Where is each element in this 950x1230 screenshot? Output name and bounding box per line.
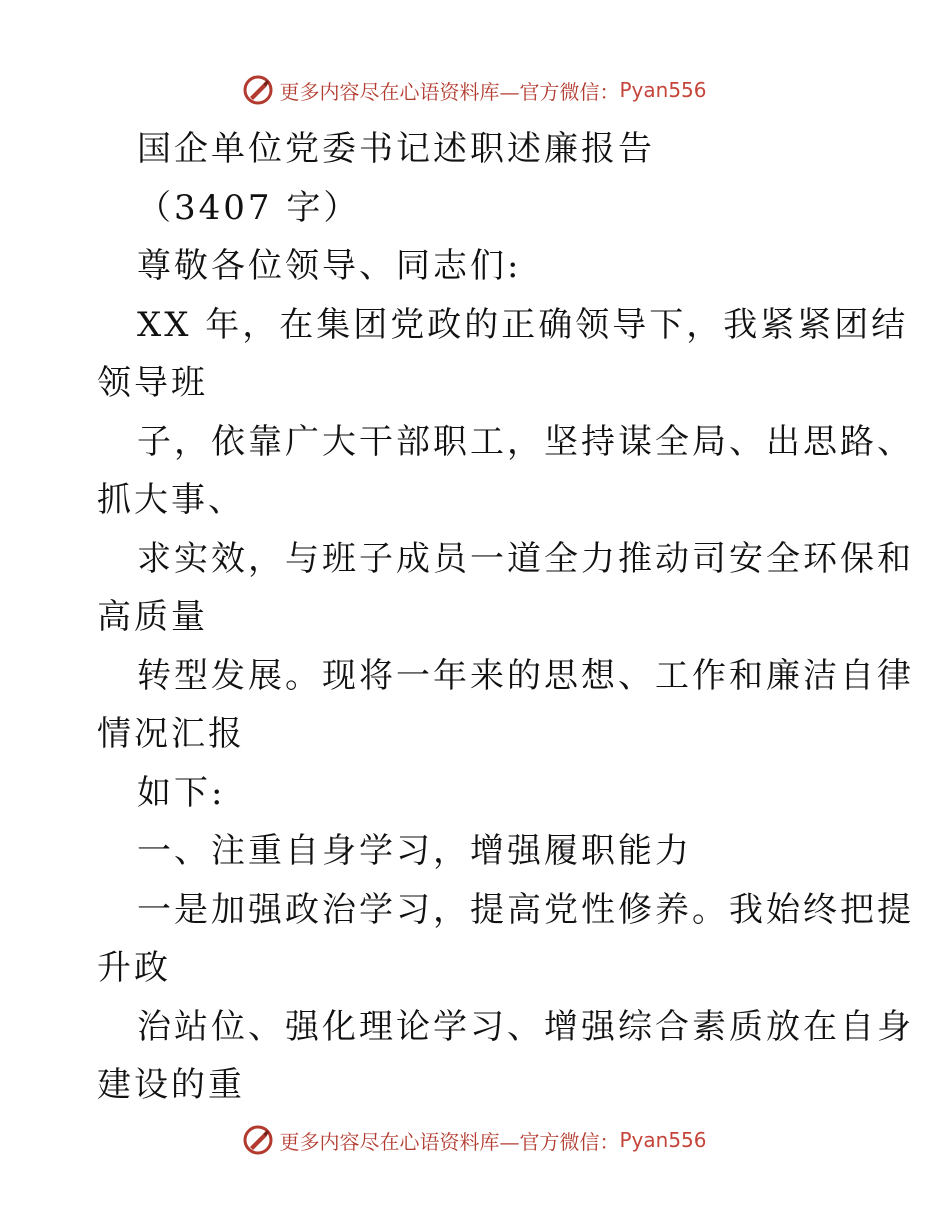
document-line: （3407 字） — [137, 187, 361, 228]
document-line: 尊敬各位领导、同志们: — [137, 246, 522, 286]
footer-wechat-id: Pyan556 — [619, 1128, 707, 1152]
header-banner-text: 更多内容尽在心语资料库—官方微信： — [279, 79, 620, 104]
document-line: 子，依靠广大干部职工，坚持谋全局、出思路、 — [137, 421, 914, 462]
document-line: 升政 — [97, 948, 171, 988]
document-line: 转型发展。现将一年来的思想、工作和廉洁自律 — [137, 655, 914, 696]
document-line: 一、注重自身学习，增强履职能力 — [137, 831, 692, 871]
document-line: 治站位、强化理论学习、增强综合素质放在自身 — [137, 1006, 914, 1047]
document-line: 如下: — [137, 772, 226, 813]
document-line: 国企单位党委书记述职述廉报告 — [137, 129, 655, 169]
footer-banner — [0, 1120, 950, 1160]
header-wechat-id: Pyan556 — [619, 78, 707, 102]
pen-logo-icon — [243, 75, 273, 105]
document-line: 抓大事、 — [97, 480, 245, 520]
footer-banner-text: 更多内容尽在心语资料库—官方微信： — [279, 1129, 620, 1154]
document-line: 高质量 — [97, 597, 208, 637]
document-line: XX 年，在集团党政的正确领导下，我紧紧团结 — [137, 304, 909, 345]
document-line: 一是加强政治学习，提高党性修养。我始终把提 — [137, 889, 914, 930]
document-line: 情况汇报 — [97, 714, 245, 754]
pen-logo-icon — [243, 1125, 273, 1155]
document-line: 领导班 — [97, 363, 208, 403]
header-banner — [0, 70, 950, 110]
document-line: 建设的重 — [97, 1065, 245, 1105]
document-body — [97, 120, 914, 1115]
document-line: 求实效，与班子成员一道全力推动司安全环保和 — [137, 538, 914, 579]
